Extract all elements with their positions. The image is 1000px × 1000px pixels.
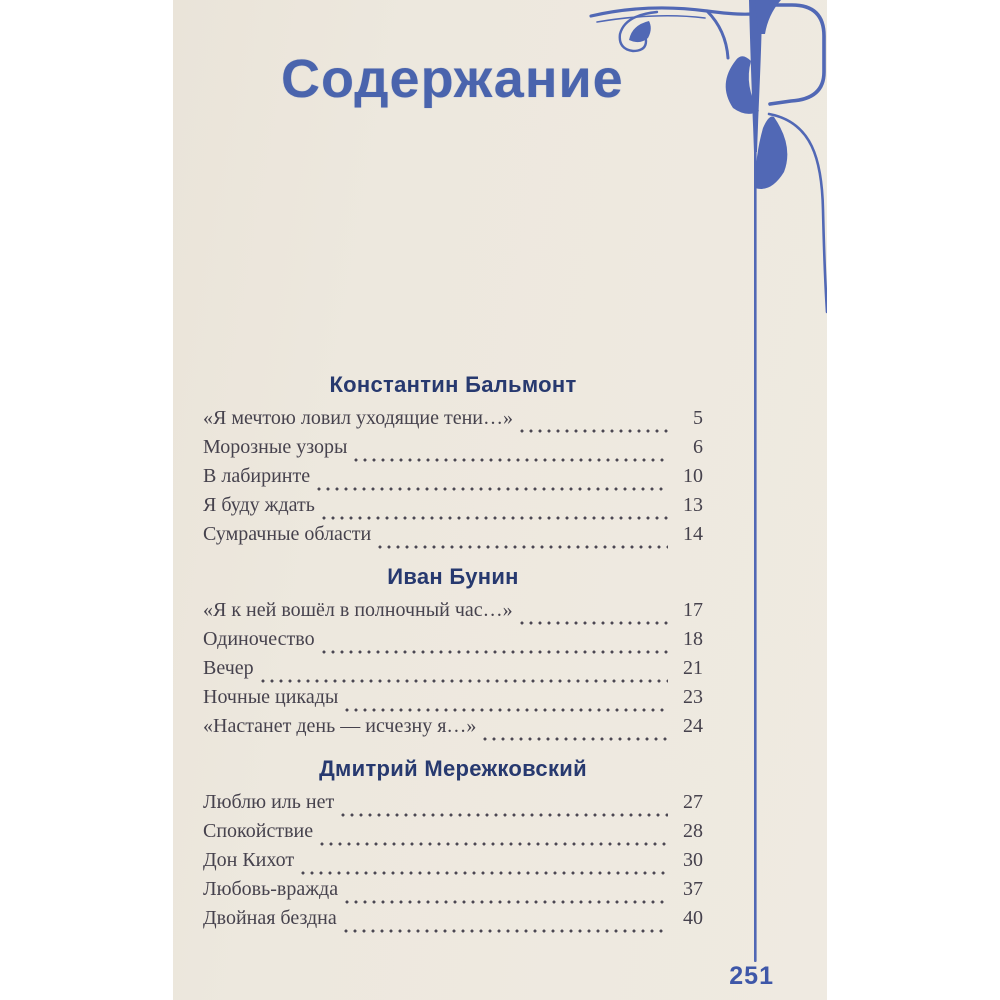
dot-leader <box>520 621 668 625</box>
toc-entry <box>203 494 703 523</box>
toc-entry <box>203 523 703 552</box>
toc-entry <box>203 436 703 465</box>
toc-entry-list <box>203 407 703 552</box>
toc-entry-page: 17 <box>683 599 703 621</box>
dot-leader <box>341 813 668 817</box>
toc-entry-page: 5 <box>693 407 703 429</box>
toc-entry-page: 13 <box>683 494 703 516</box>
toc-entry <box>203 686 703 715</box>
toc-author-heading: Дмитрий Мережковский <box>319 756 587 781</box>
toc-entry <box>203 465 703 494</box>
dot-leader <box>378 545 668 549</box>
toc-entry <box>203 791 703 820</box>
toc-entry <box>203 849 703 878</box>
toc-entry-title: Дон Кихот <box>203 849 295 871</box>
toc-entry-list <box>203 791 703 936</box>
toc-entry <box>203 628 703 657</box>
toc-entry-title: Морозные узоры <box>203 436 348 458</box>
dot-leader <box>344 929 668 933</box>
toc-entry-title: Вечер <box>203 657 254 679</box>
toc-entry <box>203 907 703 936</box>
toc-author-heading: Иван Бунин <box>387 564 519 589</box>
dot-leader <box>320 842 668 846</box>
toc-entry-title: Одиночество <box>203 628 315 650</box>
toc-entry <box>203 820 703 849</box>
toc-author-heading: Константин Бальмонт <box>329 372 577 397</box>
toc-entry-title: В лабиринте <box>203 465 311 487</box>
toc-entry <box>203 657 703 686</box>
toc-entry-title: Ночные цикады <box>203 686 339 708</box>
toc-entry <box>203 878 703 907</box>
toc-section <box>203 564 703 744</box>
toc-entry <box>203 715 703 744</box>
toc-entry-page: 18 <box>683 628 703 650</box>
toc-entry-title: «Я мечтою ловил уходящие тени…» <box>203 407 513 429</box>
toc-entry-page: 10 <box>683 465 703 487</box>
toc-entry-title: Люблю иль нет <box>203 791 335 813</box>
toc-entry-title: «Настанет день — исчезну я…» <box>203 715 477 737</box>
toc-section <box>203 756 703 936</box>
toc-entry-page: 37 <box>683 878 703 900</box>
toc-section <box>203 372 703 552</box>
toc-entry-page: 40 <box>683 907 703 929</box>
toc-entry-title: «Я к ней вошёл в полночный час…» <box>203 599 513 621</box>
dot-leader <box>301 871 668 875</box>
dot-leader <box>322 516 668 520</box>
toc-entry-title: Спокойствие <box>203 820 314 842</box>
dot-leader <box>322 650 668 654</box>
toc-entry-page: 28 <box>683 820 703 842</box>
folio-page-number: 251 <box>729 962 774 990</box>
toc-entry-page: 6 <box>693 436 703 458</box>
toc-entry-title: Любовь-вражда <box>203 878 339 900</box>
dot-leader <box>345 900 668 904</box>
dot-leader <box>345 708 668 712</box>
book-page <box>173 0 827 1000</box>
page-title: Содержание <box>281 49 624 109</box>
dot-leader <box>261 679 668 683</box>
toc-entry-title: Сумрачные области <box>203 523 372 545</box>
toc-entry-title: Двойная бездна <box>203 907 337 929</box>
toc-entry-page: 30 <box>683 849 703 871</box>
toc-entry-page: 23 <box>683 686 703 708</box>
dot-leader <box>483 737 668 741</box>
toc-entry-page: 24 <box>683 715 703 737</box>
toc-entry-page: 27 <box>683 791 703 813</box>
dot-leader <box>317 487 668 491</box>
toc-entry <box>203 407 703 436</box>
toc-entry-list <box>203 599 703 744</box>
toc-entry-page: 21 <box>683 657 703 679</box>
dot-leader <box>520 429 668 433</box>
toc-entry <box>203 599 703 628</box>
table-of-contents <box>173 372 827 936</box>
toc-entry-page: 14 <box>683 523 703 545</box>
dot-leader <box>354 458 668 462</box>
toc-entry-title: Я буду ждать <box>203 494 315 516</box>
